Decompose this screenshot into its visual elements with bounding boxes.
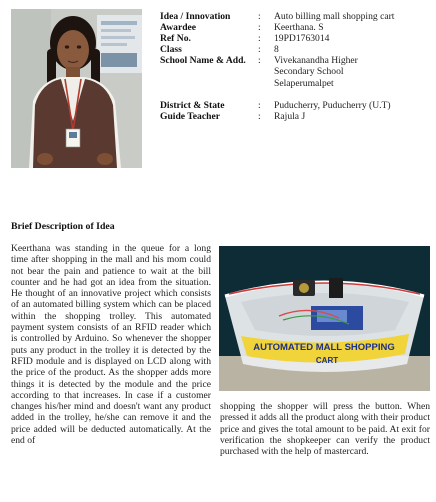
description-column-1: Keerthana was standing in the queue for a long time after shopping in the mall and his mom could not bear the pain and patience to wait at the bill counter and he had got an idea from the situation. He thought of an innovative project which consists of an automated billing system which can be placed within the shopping trolley. This automated payment system consists of an RFID reader which is controlled by Arduino. So whenever the shopper puts any product in the trolley it is detected by the RFID module and is displayed on LCD along with the price of the product. As the shopper adds more things it is detected by the module and the price according to that increases. In case if a customer changes his/her mind and doesn't want any product added in the trolley, he/she can remove it and the price added will be deducted automatically. At the end of [11, 243, 211, 447]
awardee-info-table [160, 11, 432, 122]
info-label: Awardee [160, 22, 197, 34]
info-label: School Name & Add. [160, 55, 246, 67]
info-separator: : [258, 44, 261, 56]
info-value: Puducherry, Puducherry (U.T) [274, 99, 391, 111]
info-row-district [160, 100, 432, 111]
description-column-2: shopping the shopper will press the button. When pressed it adds all the product along with their product price and gives the total amount to be paid. At exit for verification the shopkeeper can verify the product purchased with the help of mastercard. [220, 401, 430, 458]
info-label: Class [160, 44, 182, 56]
info-value: Keerthana. S [274, 22, 324, 34]
info-value: Vivekanandha Higher Secondary School Selaperumalpet [274, 55, 358, 89]
info-label: Idea / Innovation [160, 11, 231, 22]
info-row-class [160, 44, 432, 55]
info-label: Guide Teacher [160, 110, 220, 122]
photo-banner-line-1: AUTOMATED MALL SHOPPING [253, 342, 395, 353]
awardee-photo-illustration [11, 9, 142, 168]
info-separator: : [258, 110, 261, 122]
info-separator: : [258, 11, 261, 22]
info-value: Auto billing mall shopping cart [274, 11, 395, 22]
section-title: Brief Description of Idea [11, 221, 115, 232]
project-photo [219, 246, 430, 391]
awardee-photo [11, 9, 142, 168]
info-label: Ref No. [160, 33, 191, 45]
photo-banner-line-2: CART [315, 356, 339, 365]
info-row-awardee [160, 22, 432, 33]
info-separator: : [258, 99, 261, 111]
info-row-idea [160, 11, 432, 22]
info-separator: : [258, 33, 261, 45]
info-separator: : [258, 22, 261, 34]
info-row-ref-no [160, 33, 432, 44]
info-row-school [160, 55, 432, 88]
info-label: District & State [160, 99, 225, 111]
info-value: Rajula J [274, 110, 306, 122]
info-value: 19PD1763014 [274, 33, 330, 45]
info-row-guide-teacher [160, 111, 432, 122]
info-separator: : [258, 55, 261, 67]
shopping-cart-prototype-illustration [219, 246, 430, 391]
info-value: 8 [274, 44, 279, 56]
